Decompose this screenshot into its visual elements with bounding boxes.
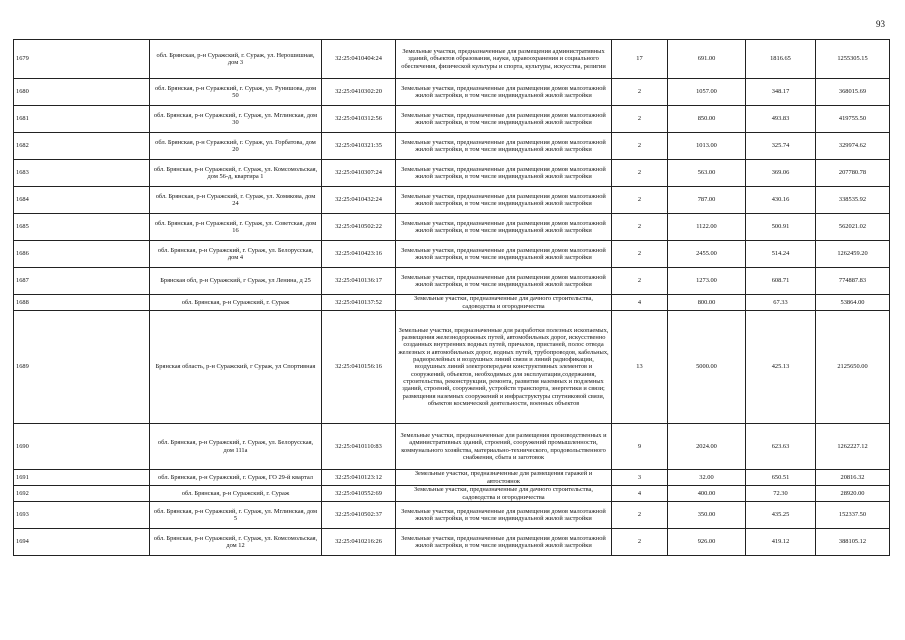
area-cell: 32.00 (668, 470, 746, 486)
specific-value-cell: 425.13 (746, 311, 816, 424)
page-number: 93 (876, 19, 885, 29)
address-cell: обл. Брянская, р-н Суражский, г. Сураж, ул. Горбатова, дом 20 (150, 133, 322, 160)
specific-value-cell: 1816.65 (746, 40, 816, 79)
land-use-cell: Земельные участки, предназначенные для размещения административных зданий, объектов образования, науки, здравоохранения и социального обеспечения, физической культуры и спорта, культуры, искусства, религии (396, 40, 612, 79)
specific-value-cell: 435.25 (746, 502, 816, 529)
specific-value-cell: 369.06 (746, 160, 816, 187)
cadastral-number-cell: 32:25:0410307:24 (322, 160, 396, 187)
address-cell: обл. Брянская, р-н Суражский, г. Сураж, ул. Комсомольская, дом 56-д, квартира 1 (150, 160, 322, 187)
address-cell: обл. Брянская, р-н Суражский, г. Сураж, ГО 29-й квартал (150, 470, 322, 486)
cadastral-value-cell: 28920.00 (816, 486, 890, 502)
land-use-cell: Земельные участки, предназначенные для размещения домов малоэтажной жилой застройки, в том числе индивидуальной жилой застройки (396, 529, 612, 556)
land-use-cell: Земельные участки, предназначенные для размещения производственных и административных зданий, строений, сооружений промышленности, коммунального хозяйства, материально-технического, продовольственного снабжения, сбыта и заготовок (396, 424, 612, 470)
area-cell: 1273.00 (668, 268, 746, 295)
group-cell: 4 (612, 295, 668, 311)
address-cell: обл. Брянская, р-н Суражский, г. Сураж, ул. Белорусская, дом 111а (150, 424, 322, 470)
cadastral-number-cell: 32:25:0410110:83 (322, 424, 396, 470)
cadastral-value-cell: 2125650.00 (816, 311, 890, 424)
table-row (14, 214, 890, 241)
row-number-cell: 1681 (14, 106, 150, 133)
table-row (14, 133, 890, 160)
cadastral-number-cell: 32:25:0410423:16 (322, 241, 396, 268)
cadastral-value-cell: 1262227.12 (816, 424, 890, 470)
cadastral-value-cell: 1255305.15 (816, 40, 890, 79)
specific-value-cell: 500.91 (746, 214, 816, 241)
area-cell: 926.00 (668, 529, 746, 556)
group-cell: 9 (612, 424, 668, 470)
area-cell: 1013.00 (668, 133, 746, 160)
land-use-cell: Земельные участки, предназначенные для размещения домов малоэтажной жилой застройки, в том числе индивидуальной жилой застройки (396, 214, 612, 241)
specific-value-cell: 348.17 (746, 79, 816, 106)
area-cell: 691.00 (668, 40, 746, 79)
row-number-cell: 1691 (14, 470, 150, 486)
cadastral-number-cell: 32:25:0410123:12 (322, 470, 396, 486)
cadastral-number-cell: 32:25:0410502:37 (322, 502, 396, 529)
row-number-cell: 1686 (14, 241, 150, 268)
row-number-cell: 1685 (14, 214, 150, 241)
row-number-cell: 1687 (14, 268, 150, 295)
table-row (14, 187, 890, 214)
row-number-cell: 1684 (14, 187, 150, 214)
cadastral-number-cell: 32:25:0410321:35 (322, 133, 396, 160)
cadastral-number-cell: 32:25:0410404:24 (322, 40, 396, 79)
table-row (14, 241, 890, 268)
cadastral-value-cell: 207780.78 (816, 160, 890, 187)
row-number-cell: 1690 (14, 424, 150, 470)
table-row (14, 502, 890, 529)
area-cell: 850.00 (668, 106, 746, 133)
specific-value-cell: 608.71 (746, 268, 816, 295)
row-number-cell: 1692 (14, 486, 150, 502)
address-cell: обл. Брянская, р-н Суражский, г. Сураж, ул. Белорусская, дом 4 (150, 241, 322, 268)
specific-value-cell: 419.12 (746, 529, 816, 556)
cadastral-number-cell: 32:25:0410156:16 (322, 311, 396, 424)
table-row (14, 268, 890, 295)
land-use-cell: Земельные участки, предназначенные для дачного строительства, садоводства и огородничества (396, 486, 612, 502)
cadastral-value-cell: 774887.83 (816, 268, 890, 295)
cadastral-value-cell: 53864.00 (816, 295, 890, 311)
land-use-cell: Земельные участки, предназначенные для размещения домов малоэтажной жилой застройки, в том числе индивидуальной жилой застройки (396, 502, 612, 529)
cadastral-value-cell: 20816.32 (816, 470, 890, 486)
cadastral-number-cell: 32:25:0410137:52 (322, 295, 396, 311)
row-number-cell: 1682 (14, 133, 150, 160)
land-use-cell: Земельные участки, предназначенные для размещения домов малоэтажной жилой застройки, в том числе индивидуальной жилой застройки (396, 160, 612, 187)
specific-value-cell: 67.33 (746, 295, 816, 311)
cadastral-number-cell: 32:25:0410216:26 (322, 529, 396, 556)
address-cell: обл. Брянская, р-н Суражский, г. Сураж, ул. Хомякова, дом 24 (150, 187, 322, 214)
cadastral-number-cell: 32:25:0410432:24 (322, 187, 396, 214)
group-cell: 4 (612, 486, 668, 502)
address-cell: Брянская обл, р-н Суражский, г Сураж, ул Ленина, д 25 (150, 268, 322, 295)
specific-value-cell: 514.24 (746, 241, 816, 268)
table-row (14, 160, 890, 187)
cadastral-value-cell: 338535.92 (816, 187, 890, 214)
table-row (14, 79, 890, 106)
land-use-cell: Земельные участки, предназначенные для разработки полезных ископаемых, размещения железнодорожных путей, автомобильных дорог, искусственно созданных внутренних водных путей, причалов, пристаней, полос отвода железных и автомобильных дорог, водных путей, трубопроводов, кабельных, радиорелейных и воздушных линий связи и линий радиофикации, воздушных линий электропередачи конструктивных элементов и сооружений, объектов, необходимых для эксплуатации,содержания, строительства, реконструкции, ремонта, развития наземных и подземных зданий, строений, сооружений, устройств транспорта, энергетики и связи; размещения наземных сооружений и инфраструктуры спутниковой связи, объектов космической деятельности, военных объектов (396, 311, 612, 424)
address-cell: обл. Брянская, р-н Суражский, г. Сураж, ул. Советская, дом 16 (150, 214, 322, 241)
row-number-cell: 1679 (14, 40, 150, 79)
row-number-cell: 1693 (14, 502, 150, 529)
group-cell: 2 (612, 214, 668, 241)
row-number-cell: 1694 (14, 529, 150, 556)
cadastral-number-cell: 32:25:0410312:56 (322, 106, 396, 133)
group-cell: 2 (612, 133, 668, 160)
cadastral-value-cell: 562021.02 (816, 214, 890, 241)
row-number-cell: 1683 (14, 160, 150, 187)
area-cell: 350.00 (668, 502, 746, 529)
cadastral-value-cell: 1262459.20 (816, 241, 890, 268)
cadastral-value-cell: 152337.50 (816, 502, 890, 529)
table-row (14, 106, 890, 133)
table-row (14, 424, 890, 470)
land-cadastral-table (13, 39, 890, 556)
group-cell: 13 (612, 311, 668, 424)
table-row (14, 295, 890, 311)
row-number-cell: 1689 (14, 311, 150, 424)
area-cell: 400.00 (668, 486, 746, 502)
cadastral-value-cell: 329974.62 (816, 133, 890, 160)
area-cell: 2455.00 (668, 241, 746, 268)
table-row (14, 486, 890, 502)
area-cell: 2024.00 (668, 424, 746, 470)
area-cell: 563.00 (668, 160, 746, 187)
address-cell: обл. Брянская, р-н Суражский, г. Сураж, ул. Нерошишная, дом 3 (150, 40, 322, 79)
area-cell: 5000.00 (668, 311, 746, 424)
group-cell: 2 (612, 529, 668, 556)
land-use-cell: Земельные участки, предназначенные для размещения домов малоэтажной жилой застройки, в том числе индивидуальной жилой застройки (396, 268, 612, 295)
cadastral-value-cell: 419755.50 (816, 106, 890, 133)
group-cell: 2 (612, 268, 668, 295)
cadastral-value-cell: 388105.12 (816, 529, 890, 556)
specific-value-cell: 623.63 (746, 424, 816, 470)
area-cell: 787.00 (668, 187, 746, 214)
land-use-cell: Земельные участки, предназначенные для размещения домов малоэтажной жилой застройки, в том числе индивидуальной жилой застройки (396, 106, 612, 133)
row-number-cell: 1680 (14, 79, 150, 106)
cadastral-number-cell: 32:25:0410502:22 (322, 214, 396, 241)
land-use-cell: Земельные участки, предназначенные для размещения домов малоэтажной жилой застройки, в том числе индивидуальной жилой застройки (396, 187, 612, 214)
group-cell: 3 (612, 470, 668, 486)
group-cell: 2 (612, 160, 668, 187)
specific-value-cell: 650.51 (746, 470, 816, 486)
row-number-cell: 1688 (14, 295, 150, 311)
table-row (14, 470, 890, 486)
area-cell: 1057.00 (668, 79, 746, 106)
area-cell: 800.00 (668, 295, 746, 311)
specific-value-cell: 493.83 (746, 106, 816, 133)
group-cell: 2 (612, 106, 668, 133)
address-cell: обл. Брянская, р-н Суражский, г. Сураж, ул. Комсомольская, дом 12 (150, 529, 322, 556)
group-cell: 2 (612, 79, 668, 106)
table-row (14, 311, 890, 424)
land-use-cell: Земельные участки, предназначенные для размещения гаражей и автостоянок (396, 470, 612, 486)
address-cell: обл. Брянская, р-н Суражский, г. Сураж, ул. Рунишова, дом 50 (150, 79, 322, 106)
group-cell: 17 (612, 40, 668, 79)
land-use-cell: Земельные участки, предназначенные для размещения домов малоэтажной жилой застройки, в том числе индивидуальной жилой застройки (396, 241, 612, 268)
specific-value-cell: 430.16 (746, 187, 816, 214)
cadastral-number-cell: 32:25:0410302:20 (322, 79, 396, 106)
address-cell: обл. Брянская, р-н Суражский, г. Сураж (150, 295, 322, 311)
cadastral-number-cell: 32:25:0410552:69 (322, 486, 396, 502)
address-cell: обл. Брянская, р-н Суражский, г. Сураж, ул. Мглинская, дом 5 (150, 502, 322, 529)
table-row (14, 40, 890, 79)
specific-value-cell: 325.74 (746, 133, 816, 160)
cadastral-number-cell: 32:25:0410136:17 (322, 268, 396, 295)
table-row (14, 529, 890, 556)
cadastral-value-cell: 368015.69 (816, 79, 890, 106)
specific-value-cell: 72.30 (746, 486, 816, 502)
land-use-cell: Земельные участки, предназначенные для размещения домов малоэтажной жилой застройки, в том числе индивидуальной жилой застройки (396, 79, 612, 106)
group-cell: 2 (612, 187, 668, 214)
group-cell: 2 (612, 502, 668, 529)
land-use-cell: Земельные участки, предназначенные для размещения домов малоэтажной жилой застройки, в том числе индивидуальной жилой застройки (396, 133, 612, 160)
group-cell: 2 (612, 241, 668, 268)
address-cell: обл. Брянская, р-н Суражский, г. Сураж (150, 486, 322, 502)
land-use-cell: Земельные участки, предназначенные для дачного строительства, садоводства и огородничества (396, 295, 612, 311)
area-cell: 1122.00 (668, 214, 746, 241)
address-cell: обл. Брянская, р-н Суражский, г. Сураж, ул. Мглинская, дом 30 (150, 106, 322, 133)
address-cell: Брянская область, р-н Суражский, г Сураж, ул Спортивная (150, 311, 322, 424)
